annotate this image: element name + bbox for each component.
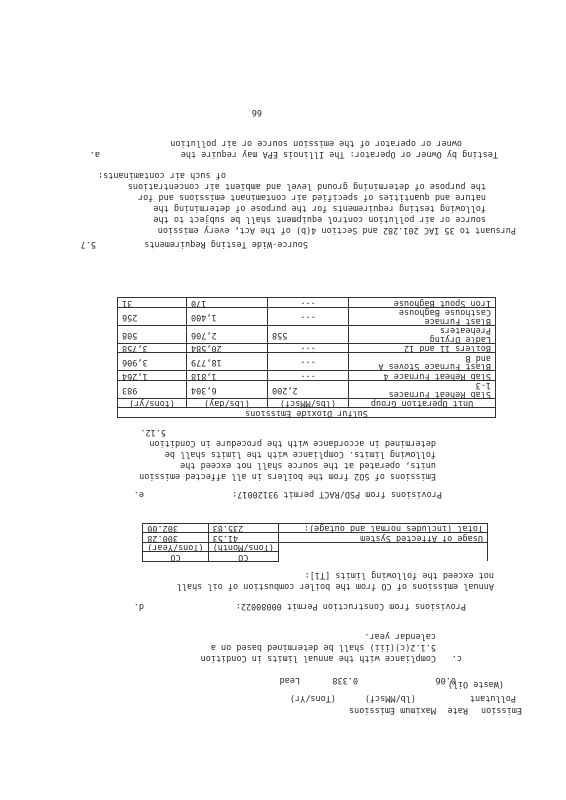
emission-header: Emission <box>481 705 522 715</box>
item-d-intro-line2: not exceed the following limits [T1]: <box>304 570 494 580</box>
section-number: 5.7 <box>80 239 96 249</box>
item-e-intro-line5: 5.12. <box>140 427 166 437</box>
section-para-a-line6: of such air contaminants: <box>98 170 226 180</box>
so2-head-unit: Unit Operation Group <box>349 399 496 409</box>
co-row-value: 300.28 <box>143 533 208 543</box>
so2-row-unit <box>349 326 496 344</box>
co-table-corner <box>279 552 488 562</box>
item-c-line2: 5.1.2(c)(iii) shall be determined based on a <box>210 642 436 652</box>
so2-row-value: 1,400 <box>187 308 268 326</box>
waste-oil-label: (Waste Oil) <box>447 679 504 689</box>
section-para-a-line3: following testing requirements for the purpose of determining the <box>153 203 486 213</box>
so2-row-value: --- <box>268 308 349 326</box>
so2-row-value: 20,584 <box>187 344 268 354</box>
so2-row-value: 558 <box>268 326 349 344</box>
so2-row-value: 2,706 <box>187 326 268 344</box>
so2-row-value: --- <box>268 298 349 308</box>
item-e-intro-line4: determined in accordance with the procedure in Condition <box>149 438 436 448</box>
co-row-label: Usage of Affected System <box>279 533 488 543</box>
so2-unit-name-cont: Preheaters <box>439 325 491 336</box>
co-limits-table <box>142 523 488 562</box>
section-para-a-line2: source or air pollution control equipment shall be subject to the <box>153 214 486 224</box>
so2-row-value: 508 <box>118 326 187 344</box>
so2-row-unit <box>349 298 496 308</box>
so2-row-unit <box>349 381 496 399</box>
so2-head-lbs-mmscf: (lbs/MMscf) <box>268 399 349 409</box>
section-title: Source-Wide Testing Requirements <box>144 239 308 249</box>
co-head-1: CO <box>208 552 278 562</box>
so2-unit-name: Slab Reheat Furnace 4 <box>383 371 491 381</box>
section-para-b-line1: Testing by Owner or Operator: The Illinois EPA may require the <box>180 149 498 159</box>
section-para-a-line5: the purpose of determining ground level and ambient air concentrations <box>127 181 486 191</box>
so2-unit-name: Ladle Drying <box>429 334 491 344</box>
so2-row-value: 983 <box>118 381 187 399</box>
item-e-intro-line3: following limits. Compliance with the limits shall be <box>164 449 436 459</box>
so2-row-value: 3,758 <box>118 344 187 354</box>
page-number: 66 <box>251 107 262 117</box>
item-c-line3: calendar year. <box>364 631 436 641</box>
so2-row-value: --- <box>268 344 349 354</box>
so2-row-unit <box>349 308 496 326</box>
item-d-label: d. <box>133 601 144 611</box>
so2-row-unit <box>349 344 496 354</box>
so2-row-value: 31 <box>118 298 187 308</box>
so2-emissions-table <box>117 298 496 419</box>
so2-unit-name: Slab Reheat Furnaces <box>388 389 491 399</box>
so2-row-value: 3,906 <box>118 353 187 371</box>
section-para-a-line4: nature and quantities of specified air contaminant emissions and for <box>138 192 486 202</box>
so2-head-tons-yr: (tons/yr) <box>118 399 187 409</box>
co-row-value: 302.00 <box>143 524 208 534</box>
item-d-heading: Provisions from Construction Permit 00080022: <box>235 601 466 611</box>
section-para-b-line2: owner or operator of the emission source or air pollution <box>170 138 462 148</box>
item-c-label: c. <box>451 653 462 663</box>
item-e-intro-line1: Emissions of SO2 from the boilers in all affected emission <box>139 471 436 481</box>
item-e-heading: Provisions from PSD/RACT permit 93120017: <box>232 489 442 499</box>
so2-row-unit <box>349 353 496 371</box>
lead-label: Lead <box>279 675 300 685</box>
item-d-intro-line1: Annual emissions of CO from the boiler combustion of oil shall <box>176 581 494 591</box>
lb-mmscf-header: (lb/MMscf) <box>364 693 416 703</box>
so2-row-unit <box>349 371 496 381</box>
so2-row-value: --- <box>268 371 349 381</box>
so2-unit-name: Iron Spout Baghouse <box>393 298 491 308</box>
co-row-value: 235.83 <box>208 524 278 534</box>
item-c-line1: Compliance with the annual limits in Condition <box>200 653 436 663</box>
tons-yr-header: (Tons/Yr) <box>289 693 336 703</box>
so2-row-value: 170 <box>187 298 268 308</box>
so2-row-value: 2,200 <box>268 381 349 399</box>
so2-unit-name: Blast Furnace <box>424 316 491 326</box>
so2-unit-name: Blast Furnace Stoves A <box>378 361 491 372</box>
so2-row-value: --- <box>268 353 349 371</box>
co-head-2: CO <box>143 552 208 562</box>
co-unit-2: (Tons/Year) <box>143 543 208 553</box>
lead-tons-value: 0.06 <box>435 675 456 685</box>
pollutant-header: Pollutant <box>469 693 516 703</box>
so2-head-lbs-day: (lbs/day) <box>187 399 268 409</box>
emission-rate-header: Rate <box>447 705 468 715</box>
so2-row-value: 256 <box>118 308 187 326</box>
so2-unit-name-cont: Casthouse Baghouse <box>398 307 491 318</box>
so2-unit-name-cont: 1-3 <box>475 380 491 391</box>
so2-table-title: Sulfur Dioxide Emissions <box>118 408 496 418</box>
so2-row-value: 1,818 <box>187 371 268 381</box>
so2-unit-name-cont: and B <box>465 353 491 363</box>
so2-row-value: 6,304 <box>187 381 268 399</box>
item-e-label: e. <box>133 489 144 499</box>
co-unit-1: (Tons/Month) <box>208 543 278 553</box>
so2-row-value: 18,779 <box>187 353 268 371</box>
co-row-label: Total (includes normal and outage): <box>279 524 488 534</box>
lead-rate-value: 0.338 <box>332 675 358 685</box>
co-row-value: 41.53 <box>208 533 278 543</box>
maximum-emissions-header: Maximum Emissions <box>349 705 436 715</box>
item-a-label: a. <box>89 149 100 159</box>
co-table-blank <box>279 543 488 553</box>
so2-unit-name: Boilers 11 and 12 <box>404 343 491 354</box>
item-e-intro-line2: units, operated at the source shall not exceed the <box>180 460 436 470</box>
section-para-a-line1: Pursuant to 35 IAC 201.282 and Section 4(b) of the Act, every emission <box>157 225 516 235</box>
so2-row-value: 1,264 <box>118 371 187 381</box>
